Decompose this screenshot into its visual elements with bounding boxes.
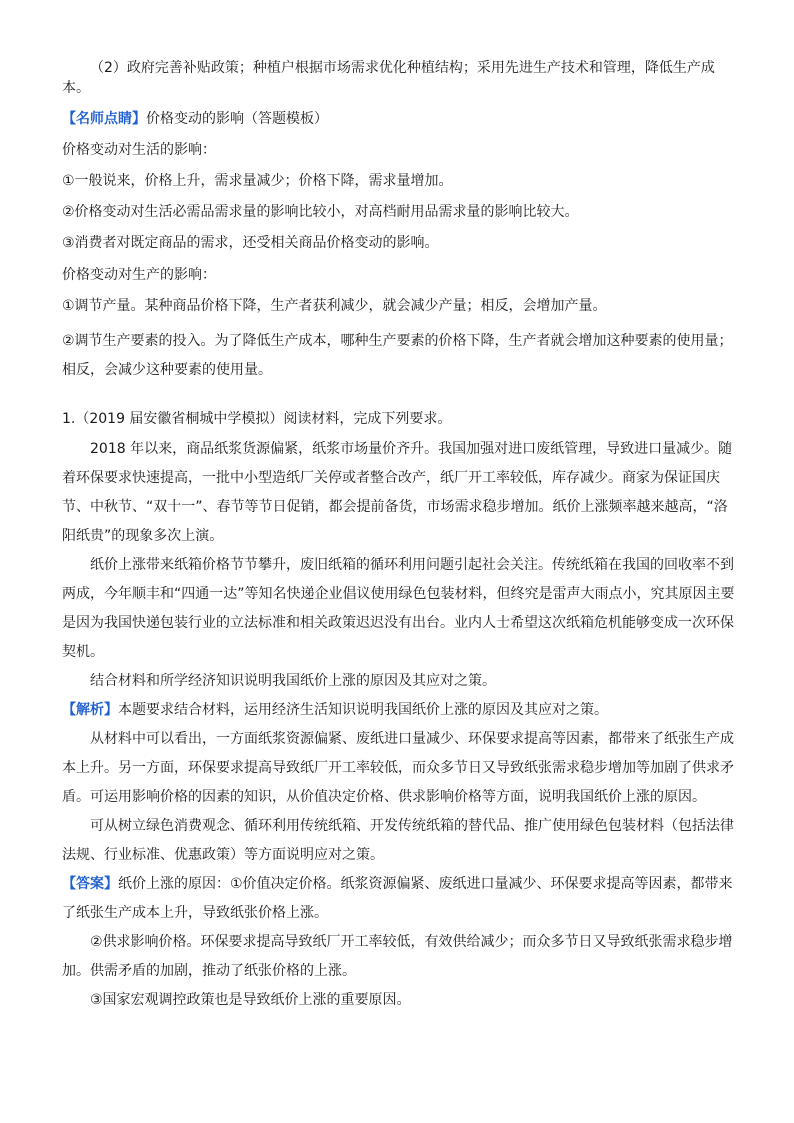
answer-item-3: ③国家宏观调控政策也是导致纸价上涨的重要原因。 (90, 992, 411, 1008)
top-paragraph: （2）政府完善补贴政策；种植户根据市场需求优化种植结构；采用先进生产技术和管理，降低生产成本。 (62, 60, 715, 96)
tip-tag: 【名师点睛】 (62, 111, 146, 127)
material-paragraph-2: 纸价上涨带来纸箱价格节节攀升，废旧纸箱的循环利用问题引起社会关注。传统纸箱在我国的回收率不到两成，今年顺丰和“四通一达”等知名快递企业倡议使用绿色包装材料，但终究是雷声大雨点小，究其原因主要是因为我国快递包装行业的立法标准和相关政策迟迟没有出台。业内人士希望这次纸箱危机能够变成一次环保契机。 (62, 557, 735, 660)
production-heading: 价格变动对生产的影响： (62, 267, 216, 283)
tip-heading (62, 109, 738, 129)
document-page (62, 58, 738, 1015)
life-item-3: ③消费者对既定商品的需求，还受相关商品价格变动的影响。 (62, 235, 439, 251)
tip-title: 价格变动的影响（答题模板） (146, 111, 328, 127)
life-item-2: ②价格变动对生活必需品需求量的影响比较小，对高档耐用品需求量的影响比较大。 (62, 204, 579, 220)
life-heading: 价格变动对生活的影响： (62, 142, 216, 158)
analysis-paragraph-2: 可从树立绿色消费观念、循环利用传统纸箱、开发传统纸箱的替代品、推广使用绿色包装材料（包括法律法规、行业标准、优惠政策）等方面说明应对之策。 (62, 818, 734, 863)
material-paragraph-1: 2018 年以来，商品纸浆货源偏紧，纸浆市场量价齐升。我国加强对进口废纸管理，导致进口量减少。随着环保要求快速提高，一批中小型造纸厂关停或者整合改产，纸厂开工率较低，库存减少。商家为保证国庆节、中秋节、“双十一”、春节等节日促销，都会提前备货，市场需求稳步增加。纸价上涨频率越来越高，“洛阳纸贵”的现象多次上演。 (62, 441, 733, 544)
production-item-2: ②调节生产要素的投入。为了降低生产成本，哪种生产要素的价格下降，生产者就会增加这种要素的使用量；相反，会减少这种要素的使用量。 (62, 333, 733, 378)
analysis-lead-text: 本题要求结合材料，运用经济生活知识说明我国纸价上涨的原因及其应对之策。 (118, 702, 608, 718)
answer-lead (62, 870, 738, 928)
production-item-1: ①调节产量。某种商品价格下降，生产者获利减少，就会减少产量；相反，会增加产量。 (62, 298, 607, 314)
analysis-lead (62, 696, 738, 725)
life-item-1: ①一般说来，价格上升，需求量减少；价格下降，需求量增加。 (62, 173, 453, 189)
analysis-paragraph-1: 从材料中可以看出，一方面纸浆资源偏紧、废纸进口量减少、环保要求提高等因素，都带来了纸张生产成本上升。另一方面，环保要求提高导致纸厂开工率较低，而众多节日又导致纸张需求稳步增加等加剧了供求矛盾。可运用影响价格的因素的知识，从价值决定价格、供求影响价格等方面，说明我国纸价上涨的原因。 (62, 731, 734, 805)
answer-lead-text: 纸价上涨的原因：①价值决定价格。纸浆资源偏紧、废纸进口量减少、环保要求提高等因素，都带来了纸张生产成本上升，导致纸张价格上涨。 (62, 876, 733, 921)
analysis-tag: 【解析】 (62, 702, 118, 718)
question-prompt: 结合材料和所学经济知识说明我国纸价上涨的原因及其应对之策。 (90, 673, 496, 689)
question-header: 1.（2019 届安徽省桐城中学模拟）阅读材料，完成下列要求。 (62, 411, 452, 427)
answer-item-2: ②供求影响价格。环保要求提高导致纸厂开工率较低，有效供给减少；而众多节日又导致纸张需求稳步增加。供需矛盾的加剧，推动了纸张价格的上涨。 (62, 934, 733, 979)
answer-tag: 【答案】 (62, 876, 118, 892)
